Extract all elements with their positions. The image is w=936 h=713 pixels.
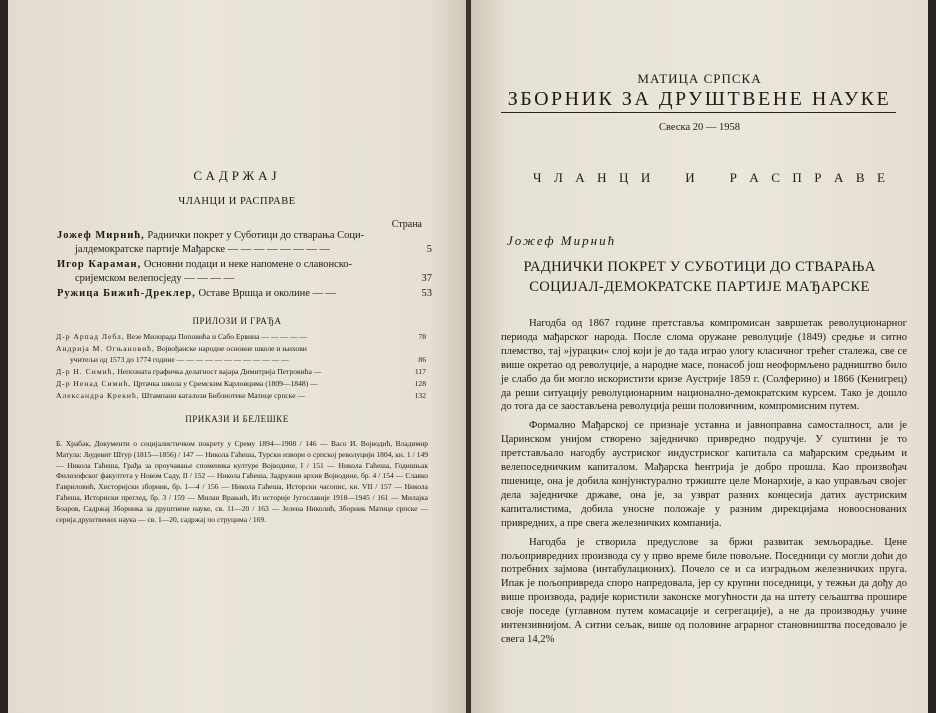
entry-page: 86 — [418, 354, 426, 364]
toc-entry — [56, 367, 426, 378]
entry-author: Александра Крекић, — [56, 391, 140, 400]
entry-title-cont: сријемском велепосједу — — — — — [75, 273, 235, 284]
entry-page: 37 — [421, 273, 432, 284]
entry-author: Ружица Бижић-Дреклер, — [57, 288, 196, 299]
journal-title: ЗБОРНИК ЗА ДРУШТВЕНЕ НАУКЕ — [507, 88, 892, 110]
entry-page: 5 — [426, 244, 432, 255]
toc-heading: САДРЖАЈ — [193, 168, 281, 183]
entry-author: Јожеф Мирнић, — [57, 230, 145, 241]
entry-author: Андрија М. Огњановић, — [56, 344, 155, 353]
entry-page: 78 — [418, 332, 426, 341]
article-body — [501, 317, 907, 652]
section-letter: Н — [597, 170, 607, 185]
entry-title: Везе Милорада Поповића и Сабо Ервина — — — — — — [126, 332, 307, 341]
section-letter: Л — [553, 170, 563, 185]
entry-author: Д-р Арпад Лебл, — [56, 332, 125, 341]
entry-page: 132 — [414, 391, 426, 400]
entry-page: 117 — [414, 367, 426, 376]
toc-entry — [56, 332, 426, 343]
entry-title: Основни подаци и неке напомене о славонско- — [143, 259, 353, 270]
body-paragraph: Нагодба је створила предуслове за бржи развитак земљорадње. Цене пољопривредних производа су у прво време биле повољне. Поседници су могли доћи до потребних зајмова (интабулационих). Почело се и са изградњом железничких пруга. Ипак је пољопривреда споро напредовала, јер су крупни поседници, у тежњи да дођу до више производа, радије користили законске могућности да на штету сељаштва прошире своје поседе (углавном путем комасације и сегрегације), а не да производњу учине интензивнијом. А ситни сељак, више од половине аграрног становништва поседовало је свега 14,2% — [501, 536, 907, 645]
section-heading-reviews: ПРИКАЗИ И БЕЛЕШКЕ — [185, 414, 289, 424]
entry-title: Војвођанске народне основне школе и њихови — [156, 344, 307, 353]
entry-title: Непозната графичка делатност вајара Димитрија Петровића — — [117, 367, 322, 376]
toc-entry — [57, 287, 432, 301]
section-letter: Ц — [619, 170, 629, 185]
section-letter: И — [685, 170, 695, 185]
section-letter: А — [833, 170, 844, 185]
entry-title-cont: јалдемократске партије Мађарске — — — — — — — — — [75, 244, 330, 255]
entry-author: Д-р Н. Симић, — [56, 367, 116, 376]
section-letter: Е — [876, 170, 885, 185]
section-letter: Р — [814, 170, 822, 185]
article-title-line: СОЦИЈАЛ-ДЕМОКРАТСКЕ ПАРТИЈЕ МАЂАРСКЕ — [529, 279, 870, 295]
body-paragraph: Нагодба од 1867 године претставља компромисан завршетак револуционарног периода мађарског народа. После слома оружане револуције (1849) средње и ситно племство, тај »јурацки« слој који је до тада играо улогу класичног трећег сталежа, све се више окретао од револуције, а народне масе, понасоб још неоформљено радништво било је слабо да би могло искористити кризе Аустрије 1859 г. (Солферино) и 1866 (Кенигрец) да реши ситуацију револуционарним националнo-демократским курсем. Тако је дошло до тога да се заостављена револуција реши половичним, компромисним путем. — [501, 318, 907, 413]
publisher-name: МАТИЦА СРПСКА — [637, 71, 762, 86]
article-author: Јожеф Мирнић — [507, 233, 617, 248]
section-letter: Ч — [533, 170, 542, 185]
right-page — [471, 0, 928, 713]
page-column-label: Страна — [391, 219, 422, 230]
section-letter: Р — [729, 170, 737, 185]
section-letter: П — [792, 170, 802, 185]
section-letter: И — [640, 170, 651, 185]
toc-entry — [57, 258, 432, 286]
section-heading-contributions: ПРИЛОЗИ И ГРАЂА — [192, 316, 282, 326]
entry-author: Д-р Ненад Симић, — [56, 379, 132, 388]
reviews-paragraph: Б. Храбак, Документи о социјалистичком покрету у Срему 1894—1908 / 146 — Васо И. Војводић, Владимир Матула: Људевит Штур (1815—1856) / 147 — Никола Гаћеша, Турски извори о српској револуцији 1804, кн. 1 / 149 — Никола Гаћеша, Грађа за проучавање споменика културе Војводине, I / 151 — Никола Гаћеша, Годишњак Филозофског факултета у Новом Саду, II / 152 — Никола Гаћеша, Задружни архив Војводине, бр. 4 / 154 — Славко Гавриловић, Хисторијски зборник, бр. 1—4 / 156 — Никола Гаћеша, Исторски часопис, кн. VII / 157 — Никола Гаћеша, Историски преглед, бр. 3 / 159 — Милан Врањић, Из историје Југославије 1918—1945 / 161 — Милајка Боаров, Садржај Зборника за друштвене науке, св. 11—20 / 163 — Јелена Николић, Зборник Матице српске — серија друштвених наука — св. 1—20, садржај по струцима / 169. — [56, 439, 428, 524]
section-letter: А — [575, 170, 585, 185]
title-rule — [501, 112, 896, 113]
entry-page: 128 — [414, 379, 426, 388]
entry-page: 53 — [421, 288, 432, 299]
entry-title: Цртачка школа у Сремским Карловцима (1809—1848) — — [133, 379, 318, 388]
entry-title: Штампани каталози Библиотеке Матице српске — — [141, 391, 306, 400]
toc-entry — [56, 379, 426, 390]
entry-title: Раднички покрет у Суботици до стварања Соци- — [147, 230, 365, 241]
toc-entry — [57, 229, 432, 257]
entry-author: Игор Караман, — [57, 259, 142, 270]
section-letter: А — [749, 170, 759, 185]
article-title — [471, 257, 928, 297]
toc-entry — [56, 344, 426, 365]
section-heading — [533, 170, 885, 186]
section-letter: В — [855, 170, 865, 185]
left-page — [8, 0, 466, 713]
article-title-line: РАДНИЧКИ ПОКРЕТ У СУБОТИЦИ ДО СТВАРАЊА — [523, 259, 876, 275]
section-letter: С — [771, 170, 780, 185]
entry-title-cont: учитељи од 1573 до 1774 године — — — — — — — — — — — — — [70, 354, 289, 364]
issue-line: Свеска 20 — 1958 — [659, 122, 740, 133]
section-heading-articles: ЧЛАНЦИ И РАСПРАВЕ — [178, 196, 296, 207]
toc-entry — [56, 391, 426, 402]
entry-title: Оставе Вршца и околине — — — [198, 288, 337, 299]
body-paragraph: Формално Мађарској се признаје уставна и јавноправна самосталност, али је Царинском унијом створено заједничко привредно подручје. У суштини је то претстављало нагодбу аустриског индустриског капитала са мађарским средњим и велепоседничким капиталом. Мађарска ћентрија је добро прошла. Као произвођач пшенице, она је добила конјунктурално тржиште целе Монархије, а као управљач својег дела заједничке државе, она је, за узврат разних концесија датих аустриским капиталистима, добила уносне положаје у разним дирекцијама новоосновaних привредних, а пре свега железничких компанија. — [501, 420, 907, 529]
